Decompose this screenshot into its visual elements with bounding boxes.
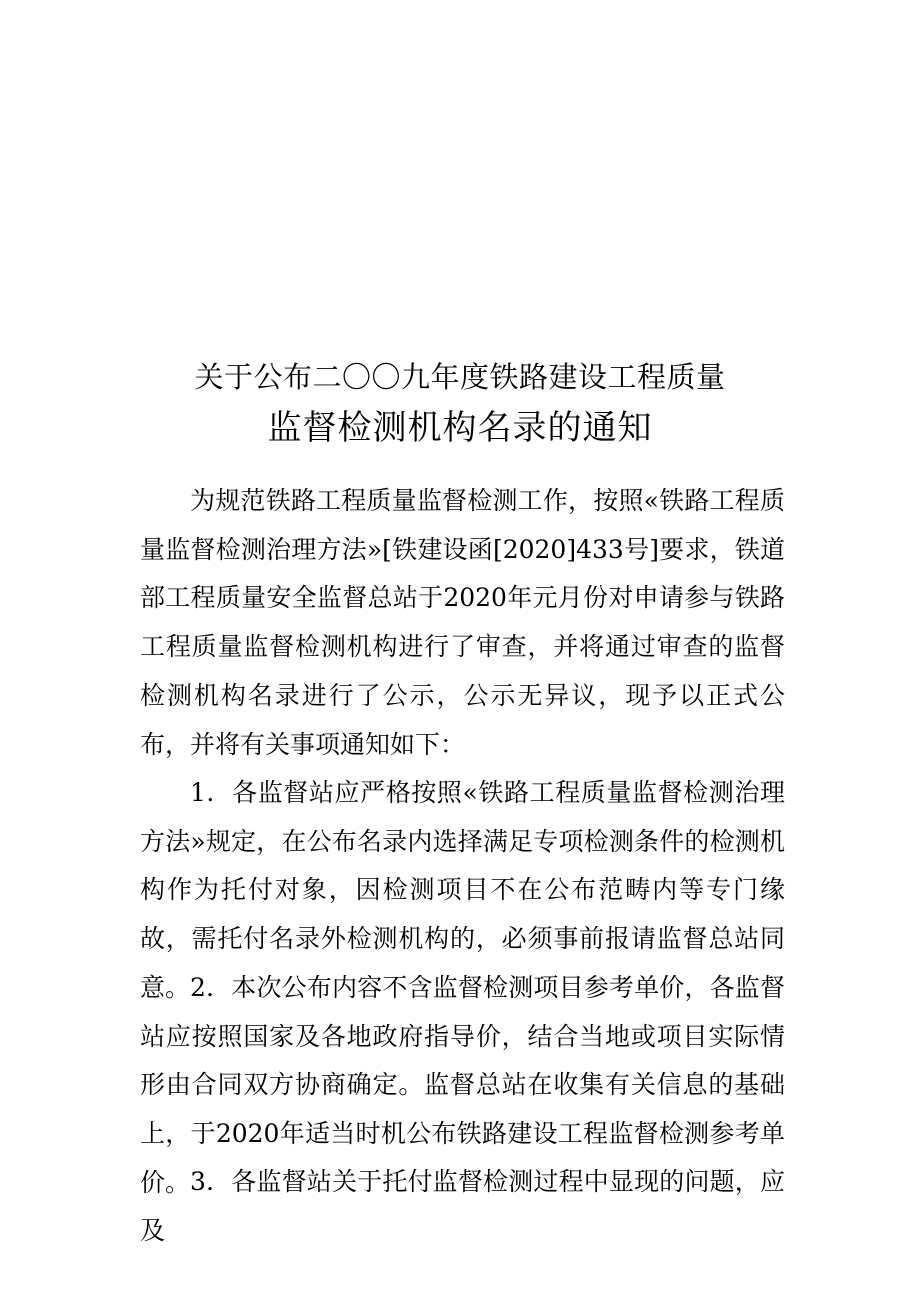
document-body-item-3: [140, 1158, 785, 1255]
paragraph-item-3: 3．各监督站关于托付监督检测过程中显现的问题，应及: [140, 1167, 785, 1245]
document-title-line-2: 监督检测机构名录的通知: [267, 408, 653, 448]
paragraph-item-1: 1．各监督站应严格按照«铁路工程质量监督检测治理方法»规定，在公布名录内选择满足专项检测条件的检测机构作为托付对象，因检测项目不在公布范畴内等专门缘故，需托付名录外检测机构的，必须事前报请监督总站同意。: [140, 778, 785, 1002]
paragraph-intro: 为规范铁路工程质量监督检测工作，按照«铁路工程质量监督检测治理方法»[铁建设函[2020]433号]要求，铁道部工程质量安全监督总站于2020年元月份对申请参与铁路工程质量监督检测机构进行了审查，并将通过审查的监督检测机构名录进行了公示，公示无异议，现予以正式公布，并将有关事项通知如下：: [140, 486, 785, 759]
document-title-line-1: 关于公布二〇〇九年度铁路建设工程质量: [194, 360, 726, 394]
document-body: [140, 477, 785, 769]
paragraph-item-2: 2．本次公布内容不含监督检测项目参考单价，各监督站应按照国家及各地政府指导价，结合当地或项目实际情形由合同双方协商确定。监督总站在收集有关信息的基础上，于2020年适当时机公布铁路建设工程监督检测参考单价。: [140, 973, 785, 1197]
